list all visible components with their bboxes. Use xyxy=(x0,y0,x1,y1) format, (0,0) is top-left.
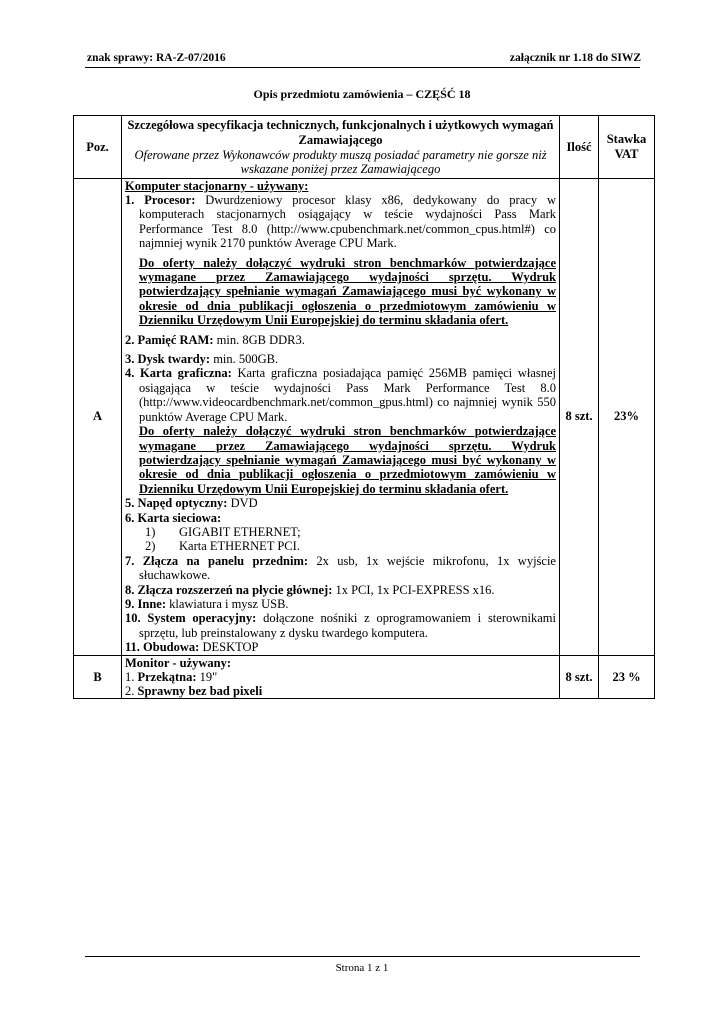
row-a-vat: 23% xyxy=(599,179,655,656)
spec-item-ram: 2. Pamięć RAM: min. 8GB DDR3. xyxy=(125,332,305,347)
row-b-vat: 23 % xyxy=(599,655,655,699)
header-qty: Ilość xyxy=(560,116,599,179)
row-a-spec xyxy=(122,179,560,656)
spec-item-other: 9. Inne: klawiatura i mysz USB. xyxy=(125,596,289,611)
spec-item-front-ports: 7. Złącza na panelu przednim: 2x usb, 1x wejście mikrofonu, 1x wyjście słuchawkowe. xyxy=(125,553,556,583)
spec-item-disk: 3. Dysk twardy: min. 500GB. xyxy=(125,352,279,367)
network-option-1: 1) GIGABIT ETHERNET; xyxy=(145,524,301,539)
case-number: znak sprawy: RA-Z-07/2016 xyxy=(87,52,226,64)
table-row xyxy=(74,655,655,699)
header-divider xyxy=(85,67,640,68)
header-poz: Poz. xyxy=(74,116,122,179)
row-b-qty: 8 szt. xyxy=(560,655,599,699)
document-title: Opis przedmiotu zamówienia – CZĘŚĆ 18 xyxy=(253,87,471,101)
spec-item-graphics: 4. Karta graficzna: Karta graficzna posiadająca pamięć 256MB pamięci własnej osiągająca w teście wydajności Pass Mark Performance Test 8.0 (http://www.videocardbenchmark.net/common_gpus.html) co najmniej wynik 550 punktów Average CPU Mark. xyxy=(125,366,557,424)
row-a-title: Komputer stacjonarny - używany: xyxy=(125,179,309,193)
row-b-poz: B xyxy=(74,655,122,699)
spec-item-expansion: 8. Złącza rozszerzeń na płycie głównej: 1x PCI, 1x PCI-EXPRESS x16. xyxy=(125,582,495,597)
spec-item-optical: 5. Napęd optyczny: DVD xyxy=(125,496,258,511)
header-spec-subtitle: Oferowane przez Wykonawców produkty muszą posiadać parametry nie gorsze niż wskazane poniżej przez Zamawiającego xyxy=(134,148,547,176)
spec-item-os: 10. System operacyjny: dołączone nośniki z oprogramowaniem i sterownikami sprzętu, lub preinstalowany z dysku twardego komputera. xyxy=(125,611,556,640)
row-b-title: Monitor - używany: xyxy=(125,655,232,670)
row-a-qty: 8 szt. xyxy=(560,179,599,656)
specification-table xyxy=(73,115,655,699)
spec-item-network: 6. Karta sieciowa: xyxy=(125,510,222,525)
header-vat: Stawka VAT xyxy=(599,116,655,179)
header-spec-title: Szczegółowa specyfikacja technicznych, funkcjonalnych i użytkowych wymagań Zamawiającego xyxy=(127,118,554,147)
row-a-poz: A xyxy=(74,179,122,656)
header-spec xyxy=(122,116,560,179)
row-b-spec xyxy=(122,655,560,699)
benchmark-note-1: Do oferty należy dołączyć wydruki stron benchmarków potwierdzające wymagane przez Zamawiającego wydajności sprzętu. Wydruk potwierdzający spełnianie wymagań Zamawiającego musi być wykonany w okresie od dnia publikacji ogłoszenia o przedmiotowym zamówieniu w Dzienniku Urzędowym Unii Europejskiej do terminu składania ofert. xyxy=(139,255,556,328)
attachment-number: załącznik nr 1.18 do SIWZ xyxy=(509,52,641,64)
page-number: Strona 1 z 1 xyxy=(335,962,389,974)
network-option-2: 2) Karta ETHERNET PCI. xyxy=(145,539,300,554)
spec-item-diagonal: 1. Przekątna: 19" xyxy=(125,669,218,684)
spec-item-processor: 1. Procesor: Dwurdzeniowy procesor klasy x86, dedykowany do pracy w komputerach stacjonarnych osiągający w teście wydajności Pass Mark Performance Test 8.0 (http://www.cpubenchmark.net/common_cpus.html#) co najmniej wynik 2170 punktów Average CPU Mark. xyxy=(125,193,556,251)
table-row xyxy=(74,179,655,656)
spec-item-pixels: 2. Sprawny bez bad pixeli xyxy=(125,684,263,698)
spec-item-case: 11. Obudowa: DESKTOP xyxy=(125,640,259,655)
benchmark-note-2: Do oferty należy dołączyć wydruki stron benchmarków potwierdzające wymagane przez Zamawiającego wydajności sprzętu. Wydruk potwierdzający spełnianie wymagań Zamawiającego musi być wykonany w okresie od dnia publikacji ogłoszenia o przedmiotowym zamówieniu w Dzienniku Urzędowym Unii Europejskiej do terminu składania ofert. xyxy=(139,424,556,496)
footer-divider xyxy=(85,956,640,957)
table-header-row xyxy=(74,116,655,179)
